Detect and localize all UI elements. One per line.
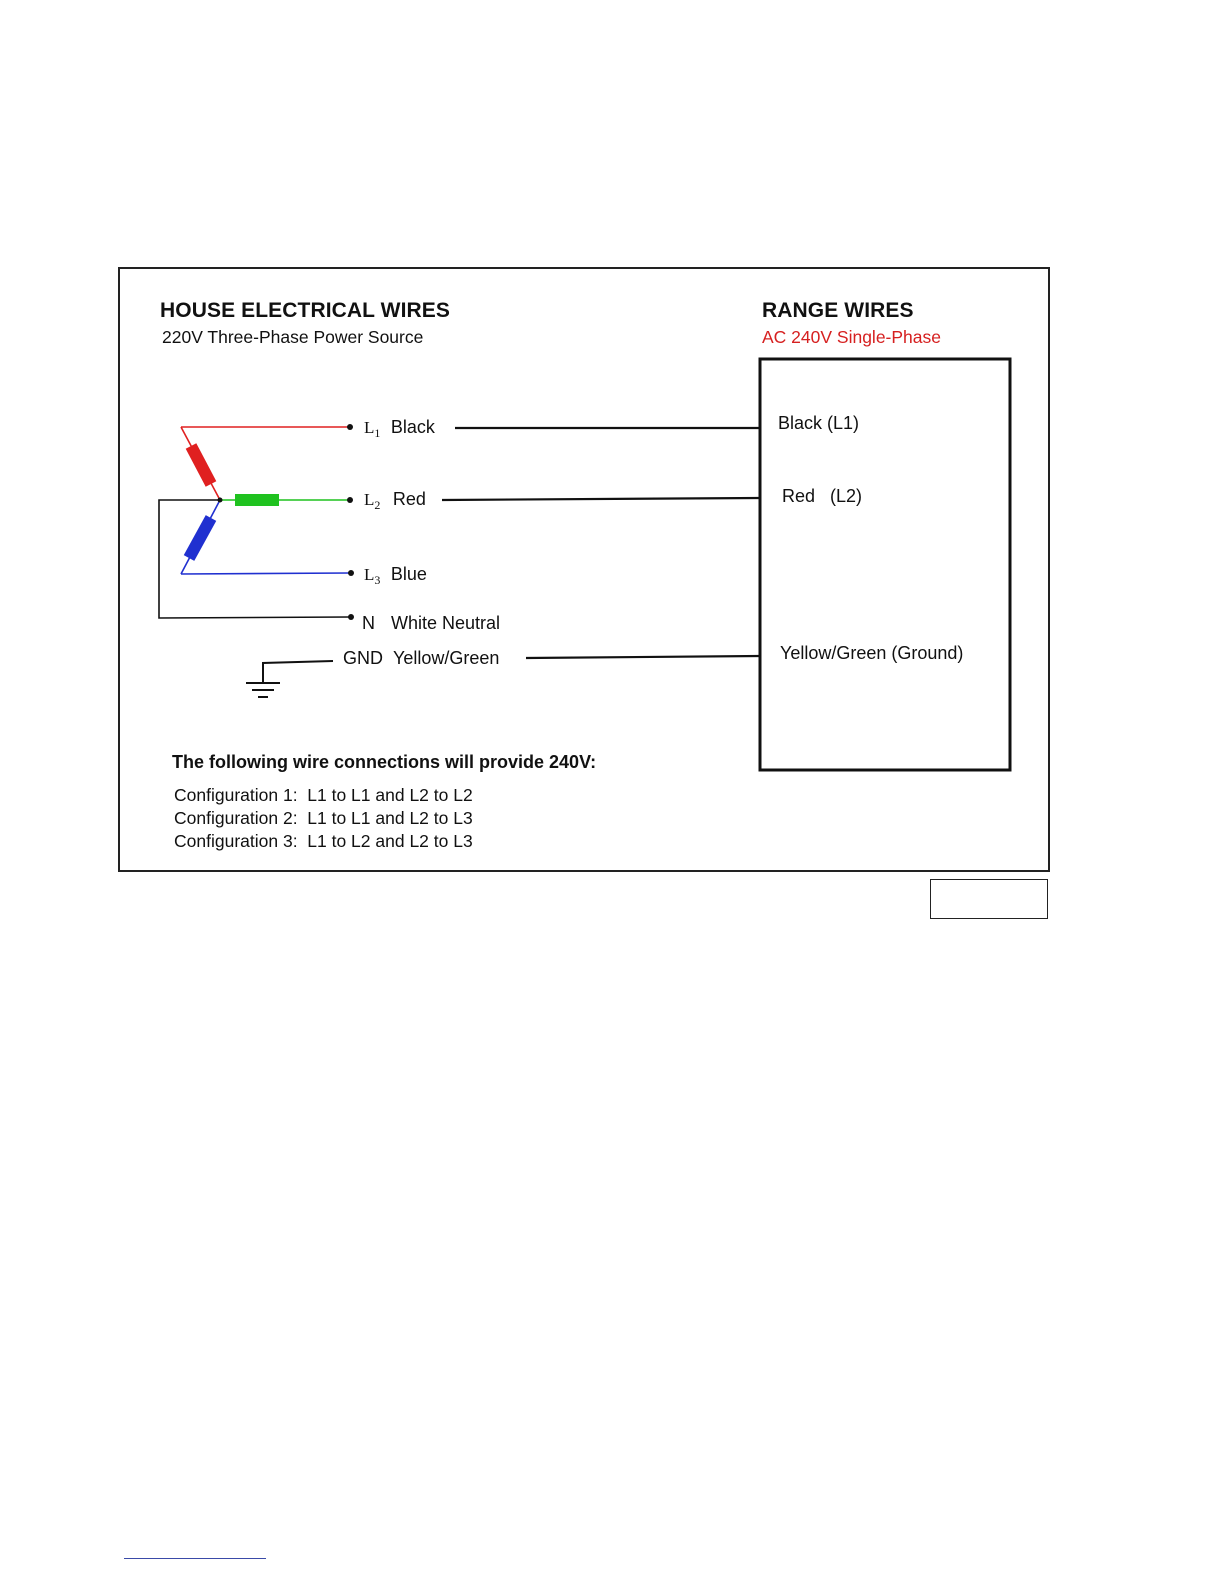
configurations-title: The following wire connections will provide 240V: <box>172 752 597 772</box>
ground-symbol: GND <box>343 648 383 668</box>
configuration-item: Configuration 1: L1 to L1 and L2 to L2 <box>174 785 473 805</box>
l1-name: Black <box>390 417 435 437</box>
ground-icon <box>246 661 333 697</box>
l3-name: Blue <box>390 564 427 584</box>
star-point <box>218 498 223 503</box>
l2-terminal-dot <box>347 497 353 503</box>
l3-symbol: $L_3$ <box>364 565 381 587</box>
l3-terminal-dot <box>348 570 354 576</box>
neutral-terminal-dot <box>348 614 354 620</box>
l2-label <box>364 490 426 511</box>
neutral-symbol: N <box>362 613 375 633</box>
neutral-wire <box>159 500 350 618</box>
house-title: HOUSE ELECTRICAL WIRES <box>160 299 450 322</box>
l3-label <box>364 565 427 586</box>
red-connection-wire <box>442 498 760 500</box>
three-phase-star-source <box>159 427 350 618</box>
l1-symbol: $L_1$ <box>364 418 381 440</box>
l2-name: Red <box>392 489 426 509</box>
phase3-coil <box>189 518 211 558</box>
figure-label-box <box>930 879 1048 919</box>
neutral-name: White Neutral <box>391 613 501 633</box>
house-subtitle: 220V Three-Phase Power Source <box>162 327 424 347</box>
phase2-coil <box>235 494 279 506</box>
range-title: RANGE WIRES <box>762 299 914 322</box>
range-subtitle: AC 240V Single-Phase <box>762 327 941 347</box>
range-red-terminal: Red (L2) <box>782 486 863 506</box>
ground-connection-wire <box>526 656 760 658</box>
range-black-terminal: Black (L1) <box>778 413 860 433</box>
ground-name: Yellow/Green <box>393 648 500 668</box>
configuration-item: Configuration 2: L1 to L1 and L2 to L3 <box>174 808 473 828</box>
configuration-item: Configuration 3: L1 to L2 and L2 to L3 <box>174 831 473 851</box>
l3-wire <box>181 573 350 574</box>
footnote-separator <box>124 1558 266 1559</box>
phase1-coil <box>191 446 211 484</box>
l2-symbol: $L_2$ <box>364 490 381 512</box>
l1-label <box>364 418 435 439</box>
range-ground-terminal: Yellow/Green (Ground) <box>780 643 964 663</box>
l1-terminal-dot <box>347 424 353 430</box>
